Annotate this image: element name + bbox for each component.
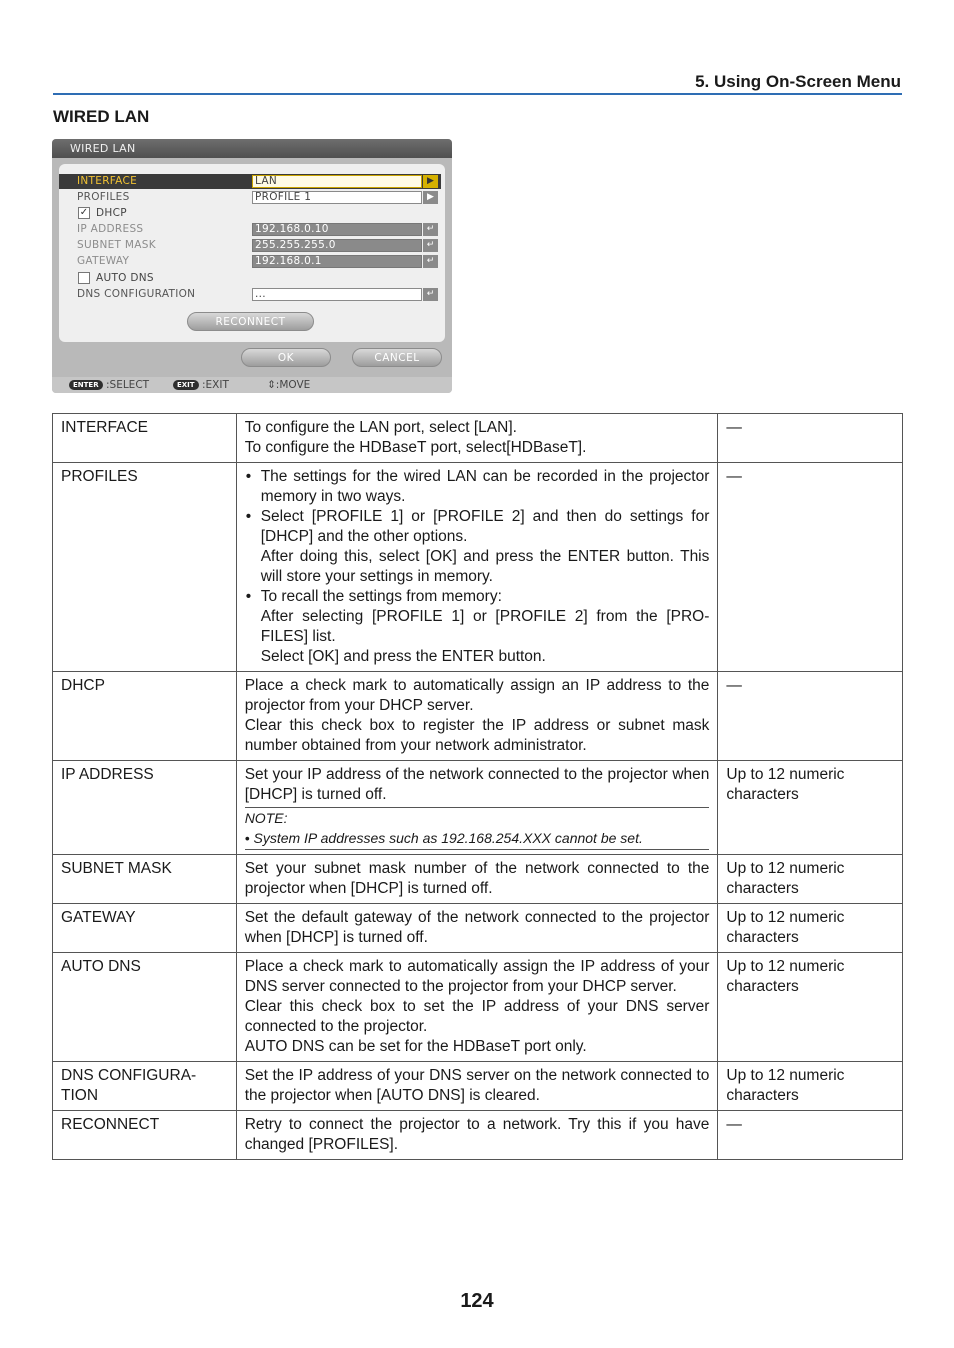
desc-line: Place a check mark to automatically assign the IP address of your DNS server connected to the projector from your DHCP server.: [244, 958, 710, 995]
arrow-right-icon[interactable]: ▶: [423, 191, 438, 204]
osd-cancel-button[interactable]: CANCEL: [352, 348, 442, 367]
row-description: [236, 953, 718, 1062]
enter-icon[interactable]: ↵: [423, 288, 438, 301]
row-name: SUBNET MASK: [53, 855, 237, 904]
row-limit: —: [718, 1111, 903, 1160]
desc-line: Clear this check box to register the IP address or subnet mask number obtained from your network administrator.: [244, 717, 710, 754]
bullet-item: • To recall the settings from memory:: [245, 587, 710, 607]
osd-auto-dns-checkbox[interactable]: [78, 272, 90, 284]
osd-interface-field[interactable]: LAN: [252, 175, 422, 188]
osd-subnet-label: SUBNET MASK: [77, 239, 156, 251]
chapter-title: 5. Using On-Screen Menu: [695, 72, 901, 91]
section-title: WIRED LAN: [53, 107, 150, 126]
enter-icon[interactable]: ↵: [423, 239, 438, 252]
row-limit: —: [718, 414, 903, 463]
row-limit: Up to 12 numeric characters: [718, 855, 903, 904]
table-row: [53, 904, 903, 953]
row-description: Set the IP address of your DNS server on the network connected to the projector when [AUTO DNS] is cleared.: [236, 1062, 718, 1111]
exit-key-icon: EXIT: [173, 380, 199, 390]
note-box: [245, 807, 710, 850]
osd-dns-config-field[interactable]: ...: [252, 288, 422, 301]
enter-key-icon: ENTER: [69, 380, 103, 390]
osd-ok-button[interactable]: OK: [241, 348, 331, 367]
osd-profiles-label: PROFILES: [77, 191, 130, 203]
row-limit: Up to 12 numeric characters: [718, 761, 903, 855]
osd-footer: [52, 377, 452, 393]
bullet-item: • Select [PROFILE 1] or [PROFILE 2] and then do settings for [DHCP] and the other options.: [245, 507, 710, 547]
desc-line: To configure the LAN port, select [LAN].: [244, 419, 517, 436]
osd-interface-label: INTERFACE: [77, 175, 138, 187]
osd-footer-select: :SELECT: [106, 379, 150, 391]
table-row: [53, 414, 903, 463]
table-row: [53, 463, 903, 672]
row-name: DNS CONFIGURA-TION: [53, 1062, 237, 1111]
bullet-continuation: After doing this, select [OK] and press the ENTER button. This will store your settings in memory.: [260, 548, 710, 585]
row-description: [236, 761, 718, 855]
desc-line: Set your IP address of the network connected to the projector when [DHCP] is turned off.: [244, 766, 710, 803]
osd-subnet-field[interactable]: 255.255.255.0: [252, 239, 422, 252]
note-title: NOTE:: [244, 810, 288, 826]
row-name: INTERFACE: [53, 414, 237, 463]
bullet-continuation: After selecting [PROFILE 1] or [PROFILE 2] from the [PRO-FILES] list.: [260, 608, 710, 645]
row-limit: —: [718, 672, 903, 761]
enter-icon[interactable]: ↵: [423, 255, 438, 268]
table-row: [53, 672, 903, 761]
row-description: [236, 414, 718, 463]
row-name: PROFILES: [53, 463, 237, 672]
row-limit: Up to 12 numeric characters: [718, 904, 903, 953]
page-number: 124: [460, 1290, 494, 1312]
osd-wired-lan-menu: [52, 139, 452, 393]
table-row: [53, 1111, 903, 1160]
osd-ip-field[interactable]: 192.168.0.10: [252, 223, 422, 236]
row-limit: —: [718, 463, 903, 672]
osd-footer-exit: :EXIT: [202, 379, 229, 391]
table-row: [53, 1062, 903, 1111]
osd-dhcp-checkbox[interactable]: ✓: [79, 207, 89, 218]
osd-panel: [59, 164, 445, 342]
row-description: Retry to connect the projector to a network. Try this if you have changed [PROFILES].: [236, 1111, 718, 1160]
osd-profiles-field[interactable]: PROFILE 1: [252, 191, 422, 204]
osd-auto-dns-label: AUTO DNS: [96, 272, 154, 284]
osd-reconnect-button[interactable]: RECONNECT: [187, 312, 314, 331]
table-row: [53, 855, 903, 904]
bullet-continuation: Select [OK] and press the ENTER button.: [260, 648, 546, 665]
osd-gateway-field[interactable]: 192.168.0.1: [252, 255, 422, 268]
row-description: Set your subnet mask number of the network connected to the projector when [DHCP] is turned off.: [236, 855, 718, 904]
bullet-item: • The settings for the wired LAN can be recorded in the projector memory in two ways.: [245, 467, 710, 507]
row-description: [236, 672, 718, 761]
desc-line: Clear this check box to set the IP address of your DNS server connected to the projector.: [244, 998, 710, 1035]
row-limit: Up to 12 numeric characters: [718, 953, 903, 1062]
row-description: Set the default gateway of the network connected to the projector when [DHCP] is turned off.: [236, 904, 718, 953]
row-name: RECONNECT: [53, 1111, 237, 1160]
desc-line: To configure the HDBaseT port, select[HDBaseT].: [244, 439, 587, 456]
desc-line: AUTO DNS can be set for the HDBaseT port only.: [244, 1038, 587, 1055]
arrow-right-icon[interactable]: ▶: [423, 175, 438, 188]
table-row: [53, 953, 903, 1062]
row-name: IP ADDRESS: [53, 761, 237, 855]
row-description: [236, 463, 718, 672]
osd-ip-label: IP ADDRESS: [77, 223, 144, 235]
row-name: AUTO DNS: [53, 953, 237, 1062]
row-limit: Up to 12 numeric characters: [718, 1062, 903, 1111]
osd-dhcp-label: DHCP: [96, 207, 127, 219]
note-text: • System IP addresses such as 192.168.254.XXX cannot be set.: [244, 830, 643, 846]
desc-line: Place a check mark to automatically assign an IP address to the projector from your DHCP server.: [244, 677, 710, 714]
osd-gateway-label: GATEWAY: [77, 255, 130, 267]
osd-dns-config-label: DNS CONFIGURATION: [77, 288, 196, 300]
osd-title: WIRED LAN: [52, 139, 452, 158]
row-name: GATEWAY: [53, 904, 237, 953]
header-rule: [53, 93, 902, 95]
enter-icon[interactable]: ↵: [423, 223, 438, 236]
osd-footer-move: ⇕:MOVE: [267, 379, 311, 391]
row-name: DHCP: [53, 672, 237, 761]
settings-table: [52, 413, 903, 1160]
table-row: [53, 761, 903, 855]
